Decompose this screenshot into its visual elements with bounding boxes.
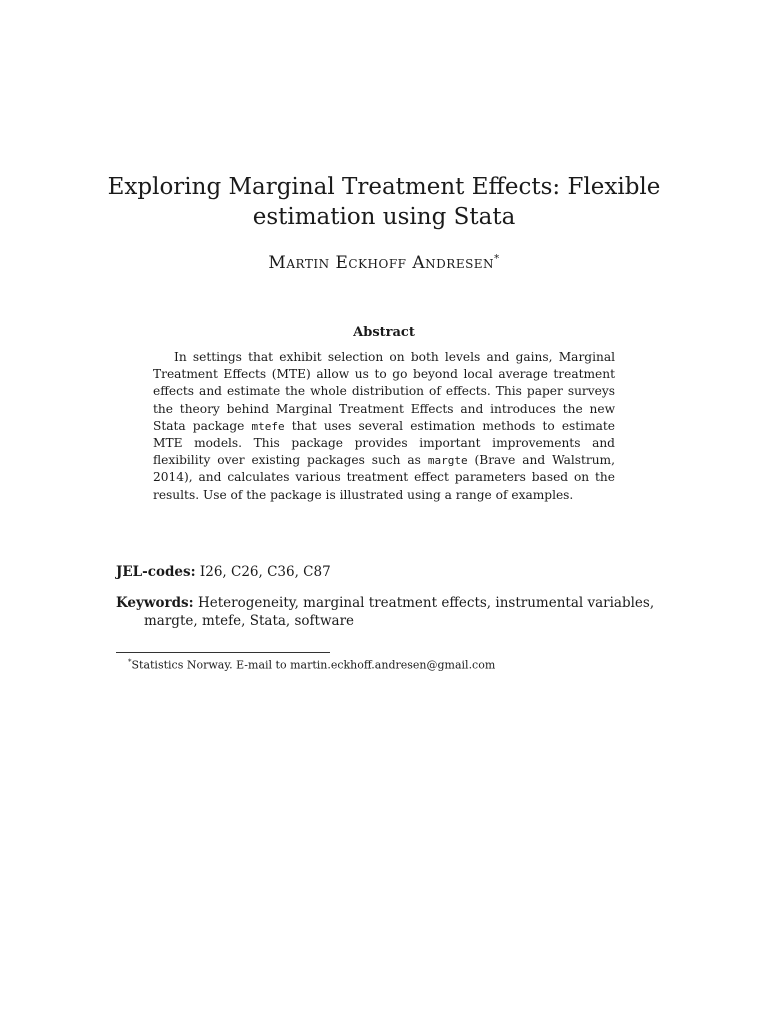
- abstract-text-part1: In settings that exhibit selection on both levels and gains, Marginal Treatment Effects (MTE) allow us to go beyond local average treatment effects and estimate the whole distribution of effects. This paper surveys the theory behind Marginal Treatment Effects and introduces the new Stata package: [153, 350, 615, 433]
- abstract-heading: Abstract: [353, 325, 415, 340]
- paper-title: Exploring Marginal Treatment Effects: Flexible estimation using Stata: [107, 174, 661, 230]
- footnote: [128, 655, 688, 673]
- author-name: Martin Eckhoff Andresen: [268, 253, 495, 273]
- keywords-value: Heterogeneity, marginal treatment effects, instrumental variables, margte, mtefe, Stata, software: [144, 595, 655, 629]
- author-footnote-mark: *: [494, 253, 500, 265]
- jel-label: JEL-codes:: [116, 564, 196, 580]
- abstract-code-mtefe: mtefe: [251, 419, 285, 433]
- footnote-text: Statistics Norway. E-mail to martin.eckhoff.andresen@gmail.com: [131, 658, 496, 672]
- jel-value: I26, C26, C36, C87: [199, 564, 331, 580]
- abstract-code-margte: margte: [427, 454, 468, 468]
- abstract-body: [153, 349, 615, 504]
- jel-codes: [116, 563, 676, 581]
- keywords-label: Keywords:: [116, 595, 194, 611]
- author-line: [0, 253, 768, 273]
- keywords: [116, 594, 676, 630]
- abstract-text-part3: (Brave and Walstrum, 2014), and calculates various treatment effect parameters based on the results. Use of the package is illustrated using a range of examples.: [153, 453, 615, 502]
- abstract-text-part2: that uses several estimation methods to estimate MTE models. This package provides important improvements and flexibility over existing packages such as: [153, 418, 616, 468]
- footnote-rule: [116, 652, 330, 653]
- footnote-mark: *: [128, 658, 132, 666]
